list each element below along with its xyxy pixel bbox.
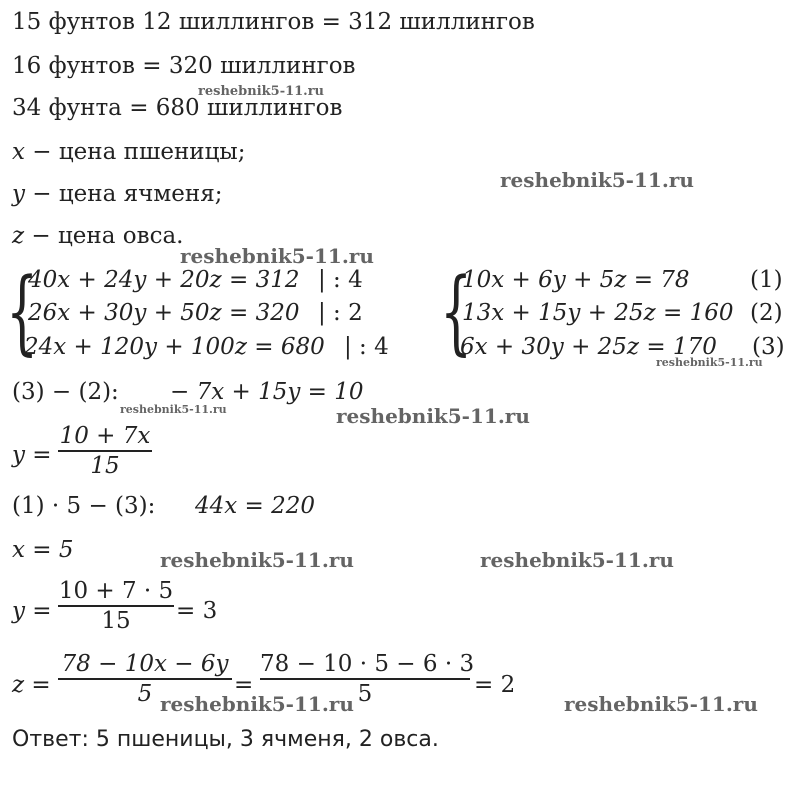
system-right-row-3: 6x + 30y + 25z = 170 (460, 334, 717, 360)
system-left-row-1: 40x + 24y + 20z = 312 (28, 267, 300, 293)
watermark-6: reshebnik5-11.ru (336, 404, 530, 428)
z-calc-numerator-2: 78 − 10 · 5 − 6 · 3 (260, 651, 475, 677)
system-left-row-3: 24x + 120y + 100z = 680 (24, 334, 325, 360)
watermark-9: reshebnik5-11.ru (160, 692, 354, 716)
system-right-label-3: (3) (752, 334, 785, 360)
watermark-5: reshebnik5-11.ru (120, 403, 227, 416)
y-expr-fraction (58, 422, 152, 480)
var-x: x (12, 139, 25, 165)
x-definition-text: − цена пшеницы; (24, 139, 246, 165)
y-calc-lhs: y = (12, 598, 52, 624)
step2-label: (1) · 5 − (3): (12, 493, 156, 519)
line-z-definition (12, 222, 183, 250)
system-right-label-1: (1) (750, 267, 783, 293)
y-definition-text: − цена ячменя; (25, 181, 223, 207)
y-calc-numerator: 10 + 7 · 5 (58, 578, 174, 604)
z-calc-numerator-1: 78 − 10x − 6y (61, 651, 229, 677)
watermark-3: reshebnik5-11.ru (180, 244, 374, 268)
var-z: z (12, 223, 25, 249)
watermark-8: reshebnik5-11.ru (480, 548, 674, 572)
watermark-2: reshebnik5-11.ru (500, 168, 694, 192)
system-left-divisor-2: | : 2 (318, 300, 363, 326)
y-expr-lhs: y = (12, 442, 52, 468)
watermark-10: reshebnik5-11.ru (564, 692, 758, 716)
system-left-divisor-1: | : 4 (318, 267, 363, 293)
line-x-definition (12, 138, 245, 166)
y-calc-result: = 3 (176, 598, 218, 624)
system-left-brace: { (6, 258, 39, 365)
z-calc-denominator-2: 5 (357, 681, 373, 707)
y-calc-denominator: 15 (101, 608, 131, 634)
x-value: x = 5 (12, 537, 74, 563)
system-left-divisor-3: | : 4 (344, 334, 389, 360)
line-shillings-312: 15 фунтов 12 шиллингов = 312 шиллингов (12, 9, 535, 35)
z-calc-equals: = (234, 672, 254, 698)
system-right-row-1: 10x + 6y + 5z = 78 (462, 267, 690, 293)
answer-line: Ответ: 5 пшеницы, 3 ячменя, 2 овса. (12, 727, 439, 752)
step1-label: (3) − (2): (12, 379, 119, 405)
z-calc-lhs: z = (12, 672, 51, 698)
system-right-label-2: (2) (750, 300, 783, 326)
system-right-brace: { (440, 258, 473, 365)
y-expr-numerator: 10 + 7x (59, 423, 151, 449)
step2-expression: 44x = 220 (195, 493, 316, 519)
watermark-1: reshebnik5-11.ru (198, 84, 325, 99)
system-left-row-2: 26x + 30y + 50z = 320 (28, 300, 300, 326)
watermark-7: reshebnik5-11.ru (160, 548, 354, 572)
line-shillings-680: 34 фунта = 680 шиллингов (12, 95, 343, 121)
system-right-row-2: 13x + 15y + 25z = 160 (462, 300, 734, 326)
var-y: y (12, 181, 25, 207)
z-calc-denominator-1: 5 (137, 681, 153, 707)
step1-expression: − 7x + 15y = 10 (170, 379, 364, 405)
line-y-definition (12, 180, 222, 208)
watermark-4: reshebnik5-11.ru (656, 356, 763, 369)
z-definition-text: − цена овса. (24, 223, 184, 249)
line-shillings-320: 16 фунтов = 320 шиллингов (12, 53, 356, 79)
z-calc-result: = 2 (474, 672, 516, 698)
y-expr-denominator: 15 (90, 453, 120, 479)
y-calc-fraction (58, 577, 174, 635)
